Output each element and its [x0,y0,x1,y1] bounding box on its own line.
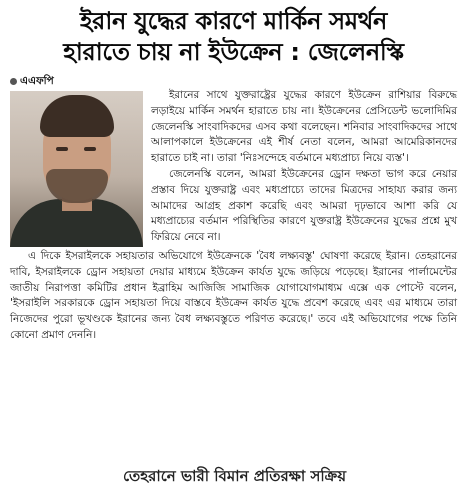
paragraph-3: এ দিকে ইসরাইলকে সহায়তার অভিযোগে ইউক্রেনকে 'বৈধ লক্ষ্যবস্তু' ঘোষণা করেছে ইরান। তেহরানের দাবি, ইসরাইলকে ড্রোন সহায়তা দেয়ার মাধ্যমে ইউক্রেন কার্যত যুদ্ধে জড়িয়ে পড়েছে। ইরানের পার্লামেন্টের জাতীয় নিরাপত্তা কমিটির প্রধান ইব্রাহিম আজিজি সামাজিক যোগাযোগমাধ্যম এক্সে এক পোস্টে বলেন, 'ইসরাইলি সরকারকে ড্রোন সহায়তা দিয়ে বাস্তবে ইউক্রেন কার্যত যুদ্ধে প্রবেশ করেছে এবং এর মাধ্যমে তারা নিজেদের পুরো ভূখণ্ডকে ইরানের জন্য বৈধ লক্ষ্যবস্তুতে পরিণত করেছে।' তবে এই অভিযোগের পক্ষে তিনি কোনো প্রমাণ দেননি। [10,250,457,341]
paragraph-1: ইরানের সাথে যুক্তরাষ্ট্রের যুদ্ধের কারণে ইউক্রেন রাশিয়ার বিরুদ্ধে লড়াইয়ে মার্কিন সমর্থন হারাতে চায় না। ইউক্রেনের প্রেসিডেন্ট ভলোদিমির জেলেনস্কি সাংবাদিকদের এসব কথা বলেছেন। শনিবার সাংবাদিকদের সাথে আলাপকালে ইউক্রেনের এই শীর্ষ নেতা বলেন, আমরা আমেরিকানদের হারাতে চাই না। তারা 'নিঃসন্দেহে বর্তমানে মধ্যপ্রাচ্য নিয়ে ব্যস্ত'। [151,89,457,165]
headline-line-2: হারাতে চায় না ইউক্রেন : জেলেনস্কি [63,38,404,66]
photo-hair [40,95,114,137]
paragraph-2: জেলেনস্কি বলেন, আমরা ইউক্রেনের ড্রোন দক্ষতা ভাগ করে নেয়ার প্রস্তাব দিয়ে যুক্তরাষ্ট্র এবং মধ্যপ্রাচ্যে তাদের মিত্রদের সাহায্য করার জন্য আমাদের আগ্রহ প্রকাশ করেছি এবং আমরা দৃঢ়ভাবে আশা করি যে মধ্যপ্রাচ্যের বর্তমান পরিস্থিতির কারণে যুক্তরাষ্ট্র ইউক্রেনের যুদ্ধের প্রশ্নে মুখ ফিরিয়ে নেবে না। [151,167,457,244]
headline-line-1: ইরান যুদ্ধের কারণে মার্কিন সমর্থন [79,7,388,35]
bullet-icon [10,78,17,85]
next-headline-cutoff: তেহরানে ভারী বিমান প্রতিরক্ষা সক্রিয় [122,467,347,484]
photo-beard [46,169,108,203]
article-body [10,88,457,344]
photo-eye-left [56,147,68,151]
source-agency: এএফপি [20,75,54,87]
source-line [10,74,457,88]
photo-eye-right [84,147,96,151]
zelensky-photo [10,91,143,247]
